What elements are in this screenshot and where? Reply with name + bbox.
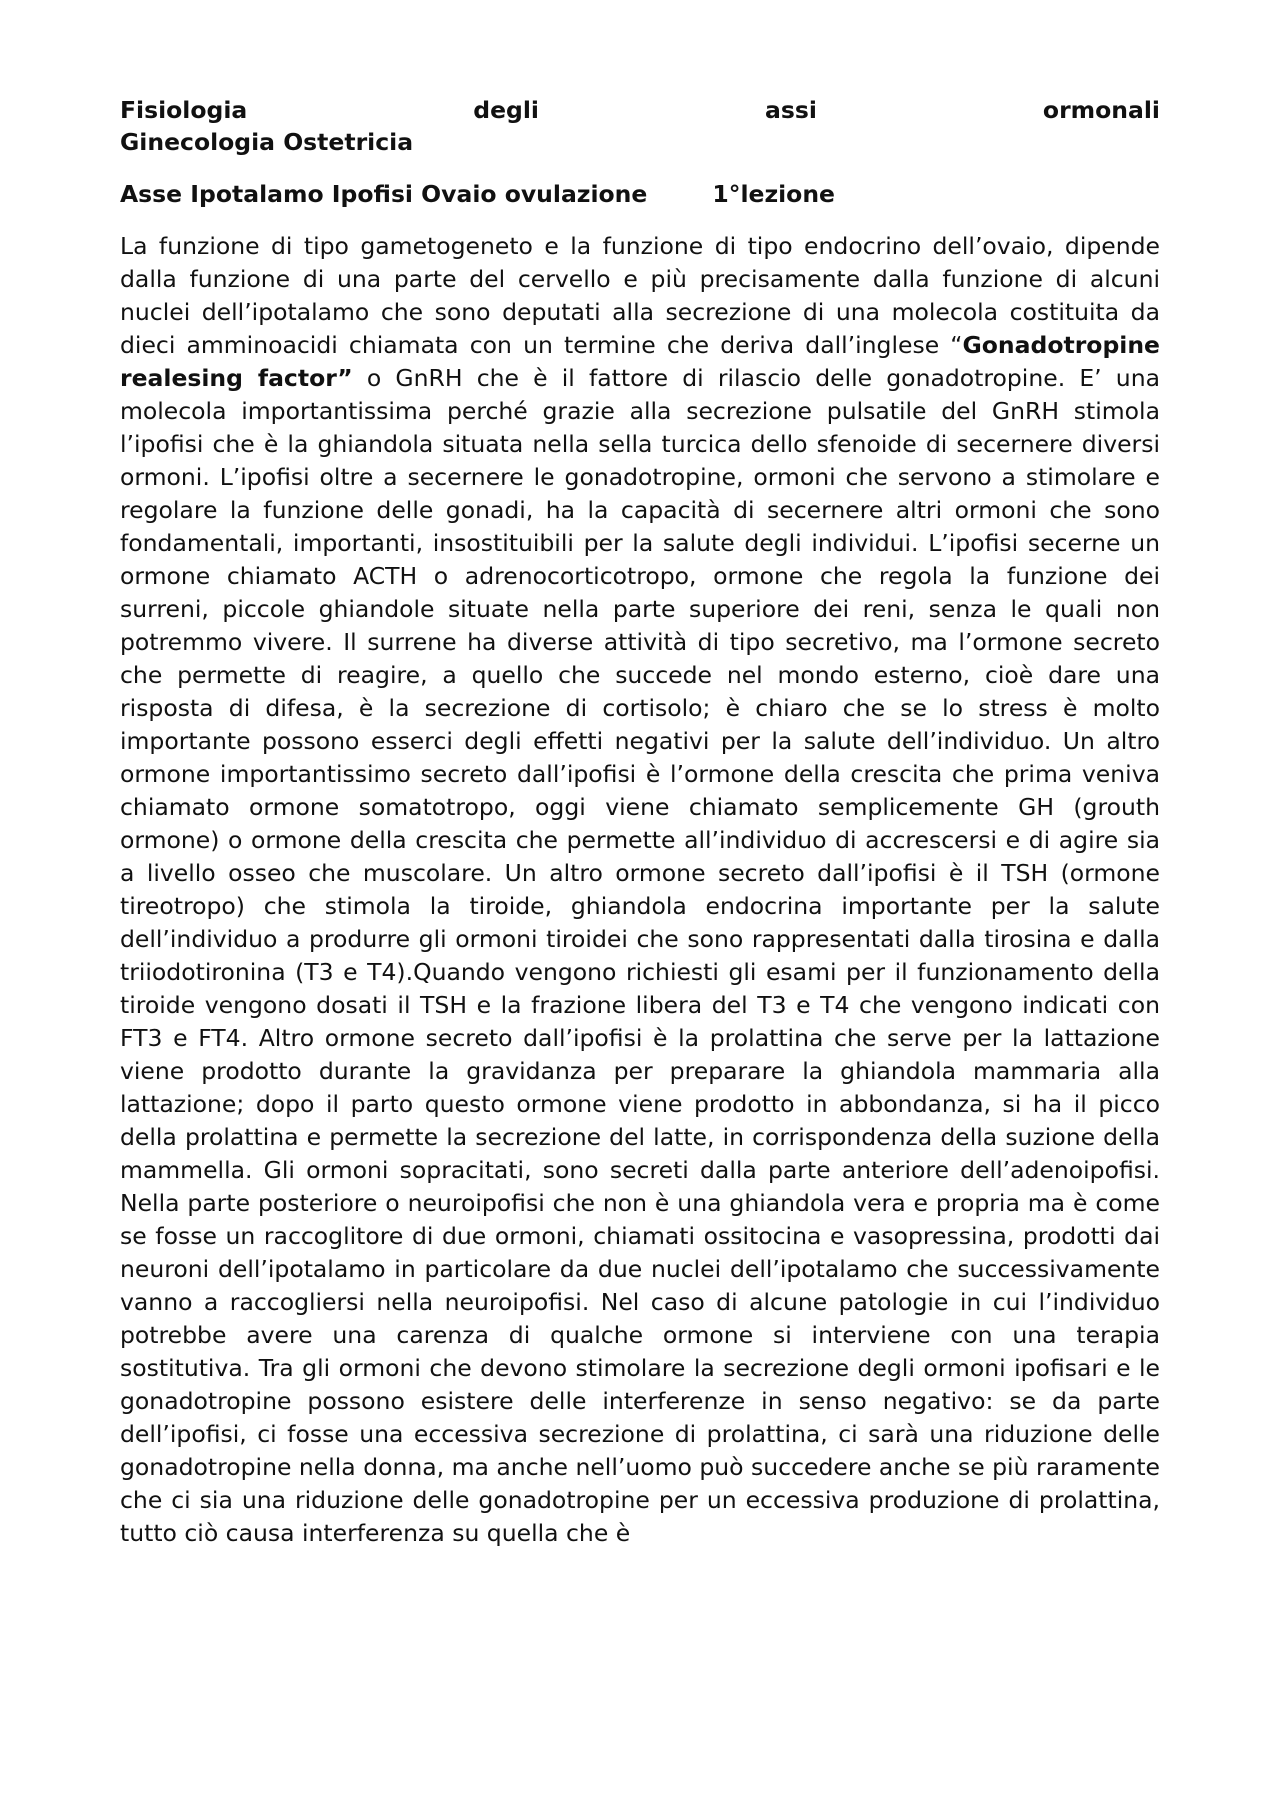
lesson-topic: Asse Ipotalamo Ipofisi Ovaio ovulazione [120, 180, 648, 208]
document-title-subject: Ginecologia Ostetricia [120, 128, 414, 156]
bold-term: Gonadotropine realesing factor” [120, 331, 1160, 392]
lesson-heading [120, 178, 1160, 210]
document-title-line [120, 94, 1160, 126]
lesson-number: 1°lezione [712, 180, 835, 208]
title-word: Fisiologia [120, 96, 248, 124]
title-word: ormonali [1042, 96, 1160, 124]
body-text-part1: La funzione di tipo gametogeneto e la funzione di tipo endocrino dell’ovaio, dipende dalla funzione di una parte del cervello e più precisamente dalla funzione di alcuni nuclei dell’ipotalamo che sono deputati alla secrezione di una molecola costituita da dieci amminoacidi chiamata con un termine che deriva dall’inglese “ [120, 232, 1160, 359]
title-word: degli [473, 96, 539, 124]
body-text-part2: o GnRH che è il fattore di rilascio delle gonadotropine. E’ una molecola importantissima perché grazie alla secrezione pulsatile del GnRH stimola l’ipofisi che è la ghiandola situata nella sella turcica dello sfenoide di secernere diversi ormoni. L’ipofisi oltre a secernere le gonadotropine, ormoni che servono a stimolare e regolare la funzione delle gonadi, ha la capacità di secernere altri ormoni che sono fondamentali, importanti, insostituibili per la salute degli individui. L’ipofisi secerne un ormone chiamato ACTH o adrenocorticotropo, ormone che regola la funzione dei surreni, piccole ghiandole situate nella parte superiore dei reni, senza le quali non potremmo vivere. Il surrene ha diverse attività di tipo secretivo, ma l’ormone secreto che permette di reagire, a quello che succede nel mondo esterno, cioè dare una risposta di difesa, è la secrezione di cortisolo; è chiaro che se lo stress è molto importante possono esserci degli effetti negativi per la salute dell’individuo. Un altro ormone importantissimo secreto dall’ipofisi è l’ormone della crescita che prima veniva chiamato ormone somatotropo, oggi viene chiamato semplicemente GH (grouth ormone) o ormone della crescita che permette all’individuo di accrescersi e di agire sia a livello osseo che muscolare. Un altro ormone secreto dall’ipofisi è il TSH (ormone tireotropo) che stimola la tiroide, ghiandola endocrina importante per la salute dell’individuo a produrre gli ormoni tiroidei che sono rappresentati dalla tirosina e dalla triiodotironina (T3 e T4).Quando vengono richiesti gli esami per il funzionamento della tiroide vengono dosati il TSH e la frazione libera del T3 e T4 che vengono indicati con FT3 e FT4. Altro ormone secreto dall’ipofisi è la prolattina che serve per la lattazione viene prodotto durante la gravidanza per preparare la ghiandola mammaria alla lattazione; dopo il parto questo ormone viene prodotto in abbondanza, si ha il picco della prolattina e permette la secrezione del latte, in corrispondenza della suzione della mammella. Gli ormoni sopracitati, sono secreti dalla parte anteriore dell’adenoipofisi. Nella parte posteriore o neuroipofisi che non è una ghiandola vera e propria ma è come se fosse un raccoglitore di due ormoni, chiamati ossitocina e vasopressina, prodotti dai neuroni dell’ipotalamo in particolare da due nuclei dell’ipotalamo che successivamente vanno a raccogliersi nella neuroipofisi. Nel caso di alcune patologie in cui l’individuo potrebbe avere una carenza di qualche ormone si interviene con una terapia sostitutiva. Tra gli ormoni che devono stimolare la secrezione degli ormoni ipofisari e le gonadotropine possono esistere delle interferenze in senso negativo: se da parte dell’ipofisi, ci fosse una eccessiva secrezione di prolattina, ci sarà una riduzione delle gonadotropine nella donna, ma anche nell’uomo può succedere anche se più raramente che ci sia una riduzione delle gonadotropine per un eccessiva produzione di prolattina, tutto ciò causa interferenza su quella che è [120, 364, 1161, 1547]
title-word: assi [765, 96, 817, 124]
body-paragraph [120, 230, 1160, 1550]
